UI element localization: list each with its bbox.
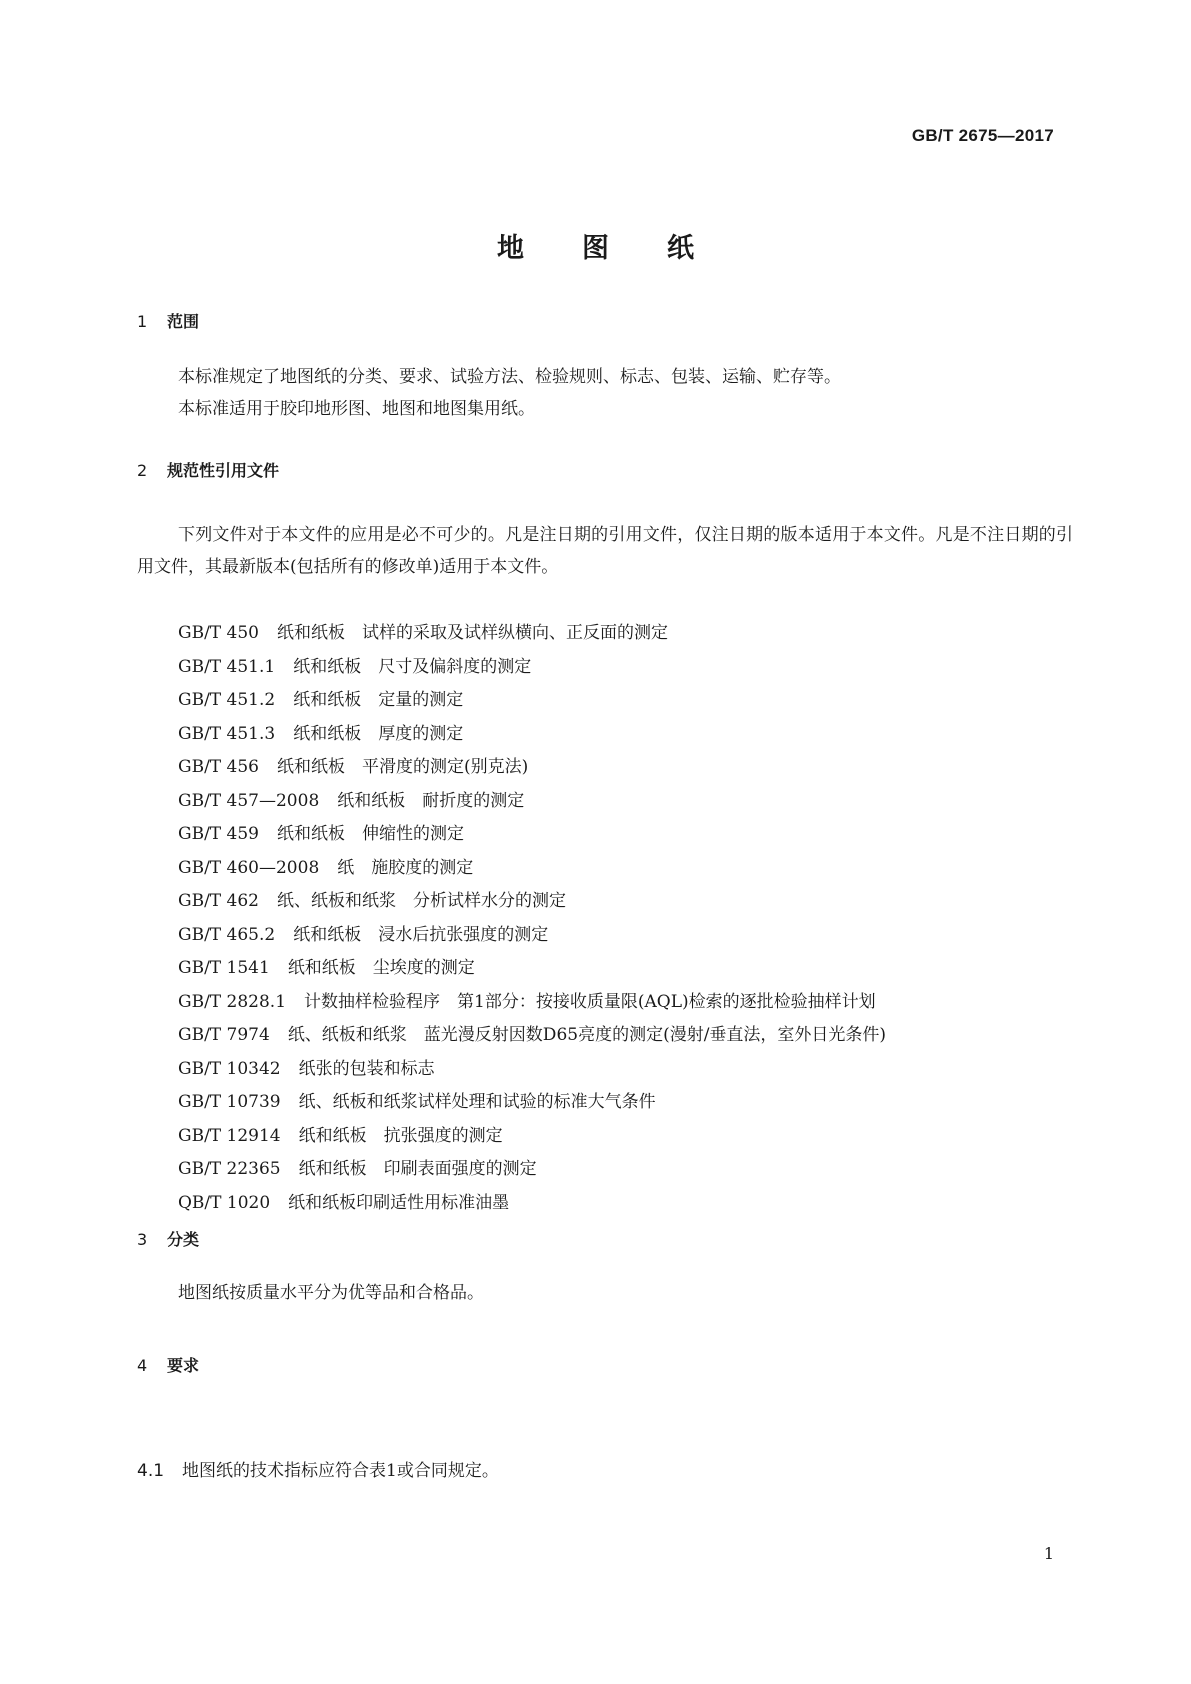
- scope-paragraph-2: 本标准适用于胶印地形图、地图和地图集用纸。: [178, 399, 535, 419]
- reference-item: [178, 684, 886, 718]
- reference-title: 纸和纸板 抗张强度的测定: [298, 1125, 503, 1146]
- reference-title: 纸、纸板和纸浆 分析试样水分的测定: [277, 891, 566, 911]
- reference-code: GB/T 465.2: [178, 924, 276, 945]
- reference-code: GB/T 457—2008: [178, 790, 320, 811]
- clause-4-1: [137, 1456, 499, 1481]
- reference-item: [178, 986, 886, 1020]
- reference-item: [178, 1086, 886, 1120]
- reference-item: [178, 1153, 886, 1187]
- reference-title: 纸和纸板 伸缩性的测定: [277, 824, 464, 844]
- section-heading-scope: [137, 309, 199, 332]
- reference-title: 计数抽样检验程序 第1部分：按接收质量限(AQL)检索的逐批检验抽样计划: [304, 991, 876, 1012]
- reference-title: 纸和纸板印刷适性用标准油墨: [288, 1192, 510, 1213]
- section-number: 3: [137, 1230, 148, 1249]
- reference-item: [178, 885, 886, 919]
- reference-code: GB/T 22365: [178, 1159, 281, 1179]
- reference-item: [178, 751, 886, 785]
- reference-title: 纸和纸板 印刷表面强度的测定: [298, 1159, 537, 1179]
- reference-item: [178, 1019, 886, 1053]
- page-number: 1: [1043, 1544, 1054, 1563]
- reference-item: [178, 651, 886, 685]
- reference-code: GB/T 1541: [178, 958, 270, 978]
- reference-title: 纸和纸板 耐折度的测定: [337, 790, 525, 811]
- reference-code: GB/T 2828.1: [178, 991, 287, 1012]
- reference-item: [178, 785, 886, 819]
- clause-text: 地图纸的技术指标应符合表1或合同规定。: [182, 1461, 499, 1481]
- section-number: 1: [137, 312, 148, 331]
- reference-code: GB/T 10739: [178, 1092, 281, 1112]
- scope-paragraph-1: 本标准规定了地图纸的分类、要求、试验方法、检验规则、标志、包装、运输、贮存等。: [178, 367, 841, 387]
- section-heading-requirements: [137, 1353, 199, 1376]
- section-title: 要求: [167, 1356, 200, 1375]
- reference-title: 纸和纸板 尺寸及偏斜度的测定: [293, 656, 532, 677]
- reference-item: [178, 818, 886, 852]
- reference-code: GB/T 462: [178, 891, 259, 911]
- reference-code: GB/T 451.1: [178, 656, 276, 677]
- section-heading-normative-refs: [137, 458, 279, 481]
- reference-title: 纸和纸板 尘埃度的测定: [287, 958, 475, 978]
- normative-refs-intro: 下列文件对于本文件的应用是必不可少的。凡是注日期的引用文件，仅注日期的版本适用于本文件。凡是不注日期的引用文件，其最新版本(包括所有的修改单)适用于本文件。: [137, 525, 1073, 577]
- reference-item: [178, 1120, 886, 1154]
- reference-item: [178, 852, 886, 886]
- reference-title: 纸、纸板和纸浆 蓝光漫反射因数D65亮度的测定(漫射/垂直法，室外日光条件): [287, 1025, 887, 1045]
- reference-code: GB/T 460—2008: [178, 857, 320, 878]
- reference-code: GB/T 7974: [178, 1025, 270, 1045]
- reference-item: [178, 952, 886, 986]
- reference-code: GB/T 451.3: [178, 723, 276, 744]
- reference-code: GB/T 450: [178, 623, 259, 643]
- reference-item: [178, 1053, 886, 1087]
- section-heading-classification: [137, 1227, 199, 1250]
- reference-code: GB/T 10342: [178, 1058, 281, 1079]
- document-title: 地图纸: [497, 233, 752, 264]
- reference-title: 纸张的包装和标志: [298, 1058, 435, 1079]
- reference-code: GB/T 456: [178, 757, 259, 777]
- clause-number: 4.1: [137, 1461, 165, 1481]
- reference-title: 纸和纸板 试样的采取及试样纵横向、正反面的测定: [277, 623, 668, 643]
- reference-title: 纸和纸板 定量的测定: [293, 690, 464, 710]
- reference-code: QB/T 1020: [178, 1192, 271, 1213]
- classification-paragraph: 地图纸按质量水平分为优等品和合格品。: [178, 1283, 484, 1303]
- reference-item: [178, 919, 886, 953]
- reference-item: [178, 718, 886, 752]
- section-title: 规范性引用文件: [167, 461, 280, 480]
- section-number: 4: [137, 1356, 148, 1375]
- reference-title: 纸和纸板 浸水后抗张强度的测定: [293, 924, 549, 945]
- document-code: GB/T 2675—2017: [911, 126, 1054, 145]
- section-number: 2: [137, 461, 148, 480]
- reference-title: 纸、纸板和纸浆试样处理和试验的标准大气条件: [298, 1092, 656, 1112]
- reference-item: [178, 1187, 886, 1221]
- section-title: 分类: [167, 1230, 200, 1249]
- reference-code: GB/T 12914: [178, 1125, 281, 1146]
- reference-code: GB/T 459: [178, 824, 259, 844]
- reference-title: 纸和纸板 平滑度的测定(别克法): [277, 757, 529, 777]
- section-title: 范围: [167, 312, 200, 331]
- reference-code: GB/T 451.2: [178, 690, 276, 710]
- reference-item: [178, 617, 886, 651]
- reference-title: 纸和纸板 厚度的测定: [293, 723, 464, 744]
- reference-list: [178, 617, 886, 1220]
- reference-title: 纸 施胶度的测定: [337, 857, 474, 878]
